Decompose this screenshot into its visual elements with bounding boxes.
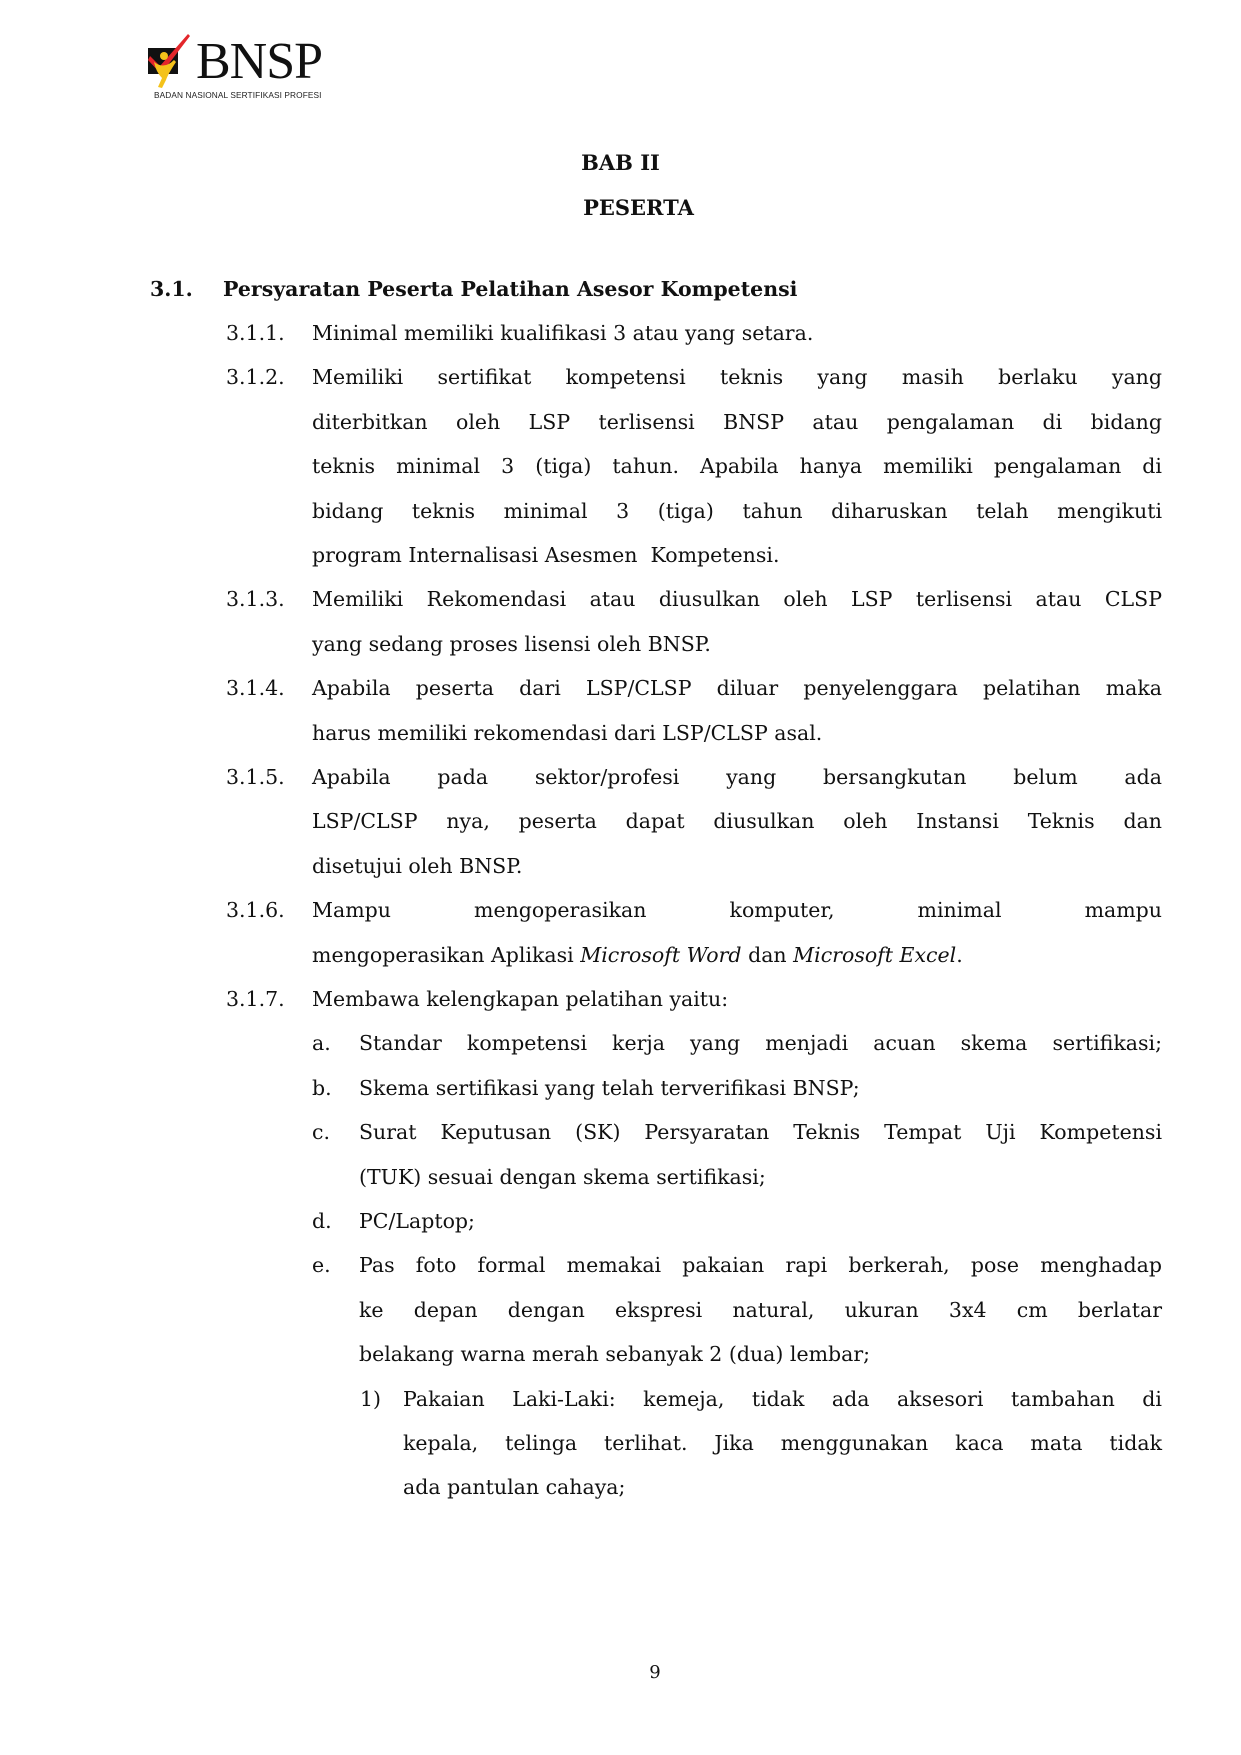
text-line: Mampu mengoperasikan komputer, minimal mampu [312, 898, 1162, 923]
text-line: teknis minimal 3 (tiga) tahun. Apabila hanya memiliki pengalaman di [312, 454, 1162, 479]
text-line: Memiliki sertifikat kompetensi teknis yang masih berlaku yang [312, 365, 1162, 390]
item-number: d. [312, 1209, 332, 1233]
text-line: Pakaian Laki-Laki: kemeja, tidak ada aksesori tambahan di [403, 1386, 1162, 1411]
text-line: Apabila pada sektor/profesi yang bersangkutan belum ada [312, 765, 1162, 789]
text-line: yang sedang proses lisensi oleh BNSP. [312, 631, 711, 656]
text-line: Standar kompetensi kerja yang menjadi acuan skema sertifikasi; [359, 1031, 1162, 1056]
chapter-title: PESERTA [583, 195, 694, 220]
item-number: 3.1.4. [226, 676, 285, 701]
text-segment: . [956, 942, 963, 967]
text-segment: mengoperasikan Aplikasi [312, 942, 581, 967]
text-line: Surat Keputusan (SK) Persyaratan Teknis Tempat Uji Kompetensi [359, 1120, 1162, 1145]
chapter-label: BAB II [581, 150, 660, 175]
text-line: Memiliki Rekomendasi atau diusulkan oleh LSP terlisensi atau CLSP [312, 587, 1162, 612]
item-number: b. [312, 1075, 332, 1100]
italic-term: Microsoft Excel [793, 942, 957, 967]
text-line [312, 941, 963, 969]
text-line: PC/Laptop; [359, 1209, 475, 1233]
logo-text: BNSP [196, 33, 323, 90]
text-line: bidang teknis minimal 3 (tiga) tahun diharuskan telah mengikuti [312, 498, 1162, 523]
text-line: belakang warna merah sebanyak 2 (dua) lembar; [359, 1342, 871, 1367]
item-number: a. [312, 1031, 331, 1056]
item-number: 3.1.1. [226, 321, 285, 345]
item-number: 3.1.5. [226, 765, 285, 789]
text-line: Skema sertifikasi yang telah terverifikasi BNSP; [359, 1075, 860, 1100]
text-line: kepala, telinga terlihat. Jika menggunakan kaca mata tidak [403, 1431, 1162, 1455]
text-line: Pas foto formal memakai pakaian rapi berkerah, pose menghadap [359, 1253, 1162, 1278]
item-number: 3.1.6. [226, 898, 285, 923]
text-line: Membawa kelengkapan pelatihan yaitu: [312, 987, 729, 1011]
text-line: harus memiliki rekomendasi dari LSP/CLSP asal. [312, 720, 823, 745]
logo-subtitle: BADAN NASIONAL SERTIFIKASI PROFESI [154, 90, 322, 100]
item-number: e. [312, 1253, 331, 1278]
text-line: disetujui oleh BNSP. [312, 853, 523, 878]
item-number: 3.1.2. [226, 365, 285, 390]
text-line: program Internalisasi Asesmen Kompetensi. [312, 543, 780, 567]
item-number: 1) [360, 1386, 382, 1411]
text-line: Minimal memiliki kualifikasi 3 atau yang setara. [312, 321, 814, 345]
text-line: ada pantulan cahaya; [403, 1475, 626, 1500]
text-line: diterbitkan oleh LSP terlisensi BNSP atau pengalaman di bidang [312, 409, 1162, 434]
item-number: 3.1.7. [226, 987, 285, 1011]
item-number: 3.1.3. [226, 587, 285, 612]
section-number: 3.1. [150, 277, 193, 301]
text-line: ke depan dengan ekspresi natural, ukuran 3x4 cm berlatar [359, 1297, 1162, 1322]
text-line: Apabila peserta dari LSP/CLSP diluar penyelenggara pelatihan maka [312, 676, 1162, 701]
section-title: Persyaratan Peserta Pelatihan Asesor Kompetensi [223, 277, 798, 301]
text-segment: dan [741, 942, 794, 967]
text-line: (TUK) sesuai dengan skema sertifikasi; [359, 1164, 766, 1189]
italic-term: Microsoft Word [580, 942, 742, 967]
bnsp-emblem-icon [146, 34, 196, 90]
text-line: LSP/CLSP nya, peserta dapat diusulkan oleh Instansi Teknis dan [312, 809, 1162, 834]
bnsp-logo [146, 34, 336, 104]
item-number: c. [312, 1120, 330, 1145]
page-number: 9 [649, 1662, 661, 1683]
